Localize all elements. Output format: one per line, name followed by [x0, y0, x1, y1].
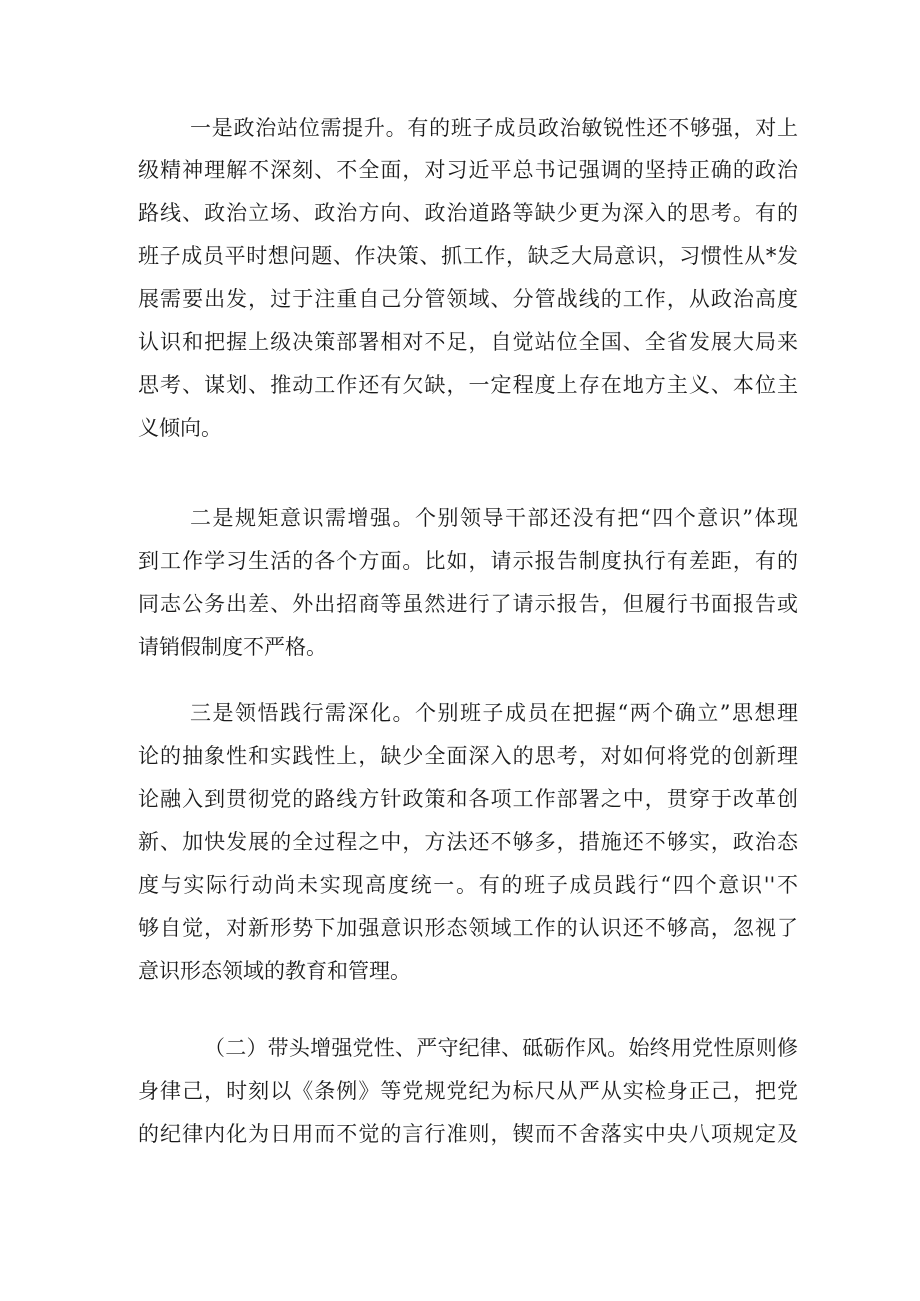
paragraph-1-line-1: 一是政治站位需提升。有的班子成员政治敏锐性还不够强，对上: [190, 116, 798, 140]
paragraph-3-line-6: 够自觉，对新形势下加强意识形态领域工作的认识还不够高，忽视了: [138, 916, 798, 940]
paragraph-2-line-4: 请销假制度不严格。: [138, 635, 327, 659]
paragraph-2-line-2: 到工作学习生活的各个方面。比如，请示报告制度执行有差距，有的: [138, 549, 798, 573]
paragraph-1-line-5: 展需要出发，过于注重自己分管领域、分管战线的工作，从政治高度: [138, 287, 798, 311]
paragraph-3-line-7: 意识形态领域的教育和管理。: [138, 959, 411, 983]
paragraph-3-line-4: 新、加快发展的全过程之中，方法还不够多，措施还不够实，政治态: [138, 830, 798, 854]
paragraph-1-line-6: 认识和把握上级决策部署相对不足，自觉站位全国、全省发展大局来: [138, 330, 798, 354]
paragraph-4-line-3: 的纪律内化为日用而不觉的言行准则，锲而不舍落实中央八项规定及: [138, 1122, 798, 1146]
paragraph-3-line-5: 度与实际行动尚未实现高度统一。有的班子成员践行“四个意识''不: [138, 873, 798, 897]
paragraph-1-line-3: 路线、政治立场、政治方向、政治道路等缺少更为深入的思考。有的: [138, 201, 798, 225]
paragraph-1-line-4: 班子成员平时想问题、作决策、抓工作，缺乏大局意识，习惯性从*发: [138, 244, 798, 268]
paragraph-2-line-3: 同志公务出差、外出招商等虽然进行了请示报告，但履行书面报告或: [138, 592, 798, 616]
paragraph-4-line-1: （二）带头增强党性、严守纪律、砥砺作风。始终用党性原则修: [204, 1036, 798, 1060]
paragraph-4-line-2: 身律己，时刻以《条例》等党规党纪为标尺从严从实检身正己，把党: [138, 1079, 798, 1103]
paragraph-1-line-8: 义倾向。: [138, 416, 222, 440]
paragraph-1-line-2: 级精神理解不深刻、不全面，对习近平总书记强调的坚持正确的政治: [138, 158, 798, 182]
paragraph-2-line-1: 二是规矩意识需增强。个别领导干部还没有把“四个意识”体现: [190, 506, 798, 530]
paragraph-3-line-1: 三是领悟践行需深化。个别班子成员在把握“两个确立”思想理: [190, 701, 798, 725]
paragraph-3-line-3: 论融入到贯彻党的路线方针政策和各项工作部署之中，贯穿于改革创: [138, 787, 798, 811]
paragraph-1-line-7: 思考、谋划、推动工作还有欠缺，一定程度上存在地方主义、本位主: [138, 373, 798, 397]
paragraph-3-line-2: 论的抽象性和实践性上，缺少全面深入的思考，对如何将党的创新理: [138, 744, 798, 768]
